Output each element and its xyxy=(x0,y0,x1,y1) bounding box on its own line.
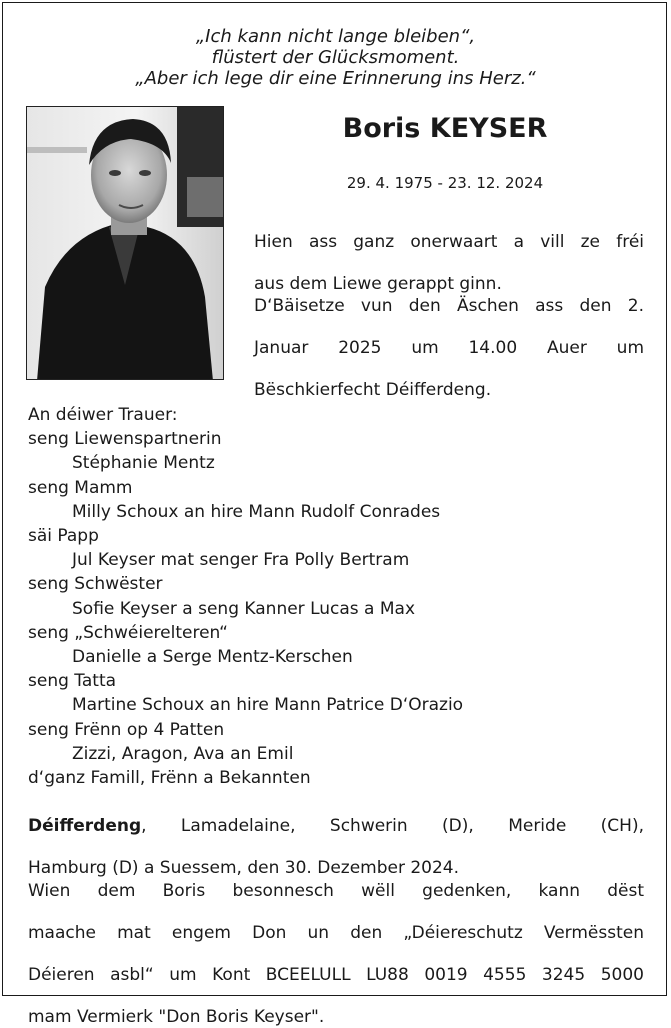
mourner-entry xyxy=(28,524,648,572)
mourner-relation: säi Papp xyxy=(28,526,99,547)
mourners-list xyxy=(28,403,648,790)
mourner-names: Sofie Keyser a seng Kanner Lucas a Max xyxy=(72,598,416,619)
memorial-quote xyxy=(0,26,671,89)
mourner-entry xyxy=(28,572,648,620)
mourner-relation: seng Mamm xyxy=(28,477,133,498)
mourners-final: d‘ganz Famill, Frënn a Bekannten xyxy=(28,768,311,789)
mourner-entry xyxy=(28,621,648,669)
place-date-line xyxy=(28,816,644,879)
donation-line: mam Vermierk "Don Boris Keyser". xyxy=(28,1007,325,1027)
place-line-1 xyxy=(28,816,644,858)
funeral-paragraph xyxy=(254,296,644,401)
mourner-relation: seng Tatta xyxy=(28,671,117,692)
town-name: Déifferdeng xyxy=(28,816,142,836)
paragraph-line: Hien ass ganz onerwaart a vill ze fréi xyxy=(254,232,644,252)
quote-line: „Ich kann nicht lange bleiben“, xyxy=(195,26,476,47)
mourner-entry xyxy=(28,718,648,766)
paragraph-line: aus dem Liewe gerappt ginn. xyxy=(254,274,502,294)
mourner-names: Martine Schoux an hire Mann Patrice D‘Orazio xyxy=(72,695,464,716)
paragraph-line: Januar 2025 um 14.00 Auer um xyxy=(254,338,644,358)
portrait-illustration xyxy=(27,107,224,380)
mourners-heading: An déiwer Trauer: xyxy=(28,405,178,425)
portrait-photo xyxy=(26,106,224,380)
mourner-names: Stéphanie Mentz xyxy=(72,453,215,474)
mourner-entry xyxy=(28,427,648,475)
donation-line: maache mat engem Don un den „Déiereschutz Vermëssten xyxy=(28,923,644,943)
quote-line: flüstert der Glücksmoment. xyxy=(211,47,460,68)
donation-notice xyxy=(28,881,644,1028)
place-line-2: Hamburg (D) a Suessem, den 30. Dezember 2024. xyxy=(28,858,460,878)
place-towns: , Lamadelaine, Schwerin (D), Meride (CH), xyxy=(141,816,644,836)
mourner-relation: seng Frënn op 4 Patten xyxy=(28,719,225,740)
mourner-entry xyxy=(28,476,648,524)
paragraph-line: D‘Bäisetze vun den Äschen ass den 2. xyxy=(254,296,644,316)
mourner-names: Jul Keyser mat senger Fra Polly Bertram xyxy=(72,550,410,571)
mourner-relation: seng „Schwéierelteren“ xyxy=(28,622,228,643)
deceased-name: Boris KEYSER xyxy=(342,113,548,144)
donation-line: Wien dem Boris besonnesch wëll gedenken, kann dëst xyxy=(28,881,644,901)
paragraph-line: Bëschkierfecht Déifferdeng. xyxy=(254,380,492,400)
mourner-names: Danielle a Serge Mentz-Kerschen xyxy=(72,647,353,668)
life-dates: 29. 4. 1975 - 23. 12. 2024 xyxy=(346,174,544,192)
mourner-entry xyxy=(28,669,648,717)
mourner-relation: seng Schwëster xyxy=(28,574,163,595)
mourner-names: Milly Schoux an hire Mann Rudolf Conrades xyxy=(72,501,441,522)
quote-line: „Aber ich lege dir eine Erinnerung ins Herz.“ xyxy=(135,68,536,89)
announcement-paragraph xyxy=(254,232,644,295)
donation-line: Déieren asbl“ um Kont BCEELULL LU88 0019 4555 3245 5000 xyxy=(28,965,644,985)
mourner-relation: seng Liewenspartnerin xyxy=(28,429,222,450)
mourner-names: Zizzi, Aragon, Ava an Emil xyxy=(72,743,294,764)
